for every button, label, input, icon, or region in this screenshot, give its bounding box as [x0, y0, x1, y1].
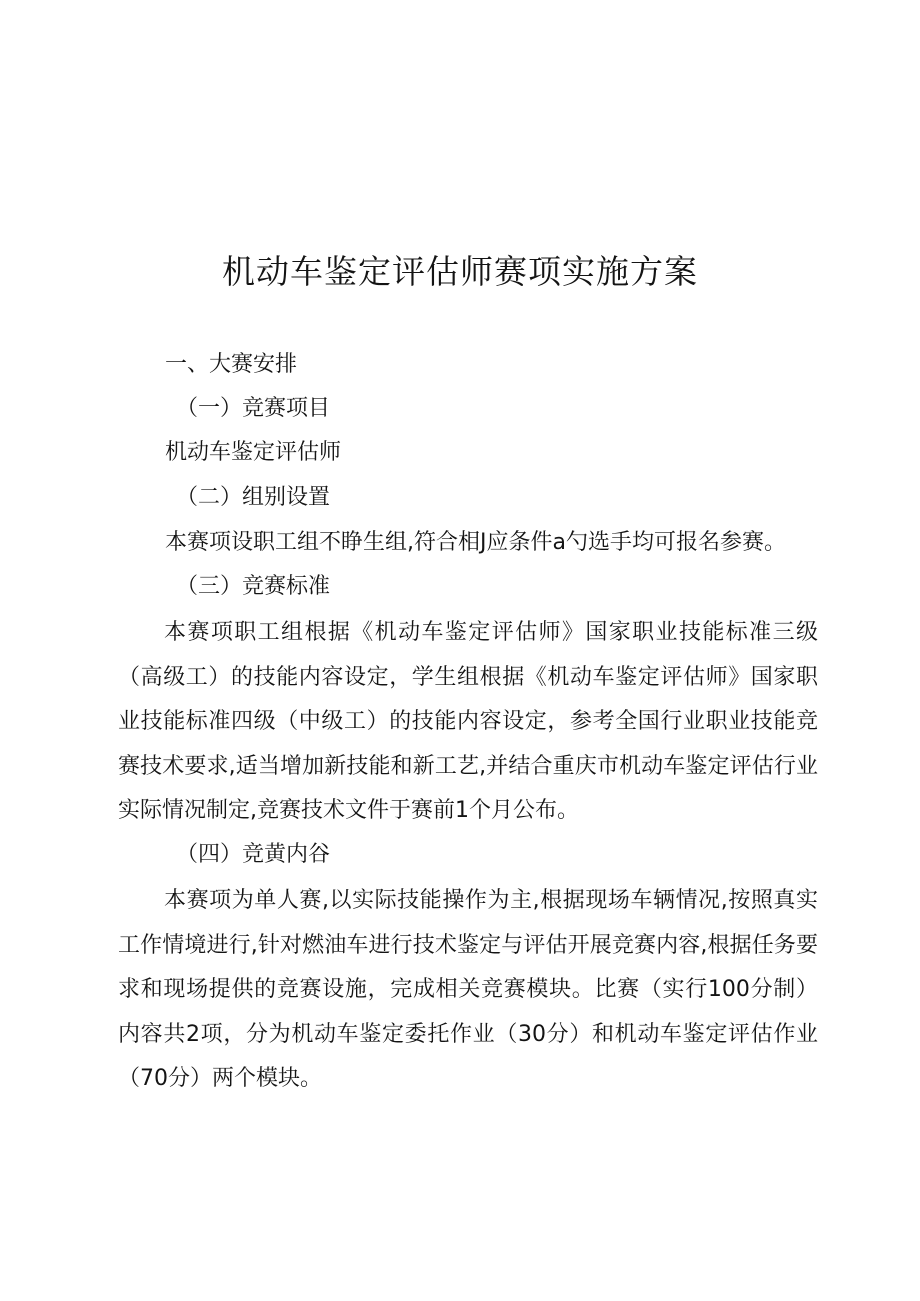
- subsection-heading-event: （一）竞赛项目: [176, 396, 331, 421]
- subsection-heading-content: （四）竞黄内谷: [176, 842, 331, 867]
- standard-paragraph: 本赛项职工组根据《机动车鉴定评估师》国家职业技能标准三级（高级工）的技能内容设定，学生组根据《机动车鉴定评估师》国家职业技能标准四级（中级工）的技能内容设定，参考全国行业职业技能竞赛技术要求,适当增加新技能和新工艺,并结合重庆市机动车鉴定评估行业实际情况制定,竞赛技术文件于赛前1个月公布。: [118, 620, 818, 823]
- event-name-text: 机动车鉴定评估师: [165, 440, 342, 465]
- groups-paragraph: 本赛项设职工组不睁生组,符合相J应条件a勺选手均可报名参赛。: [165, 530, 786, 555]
- content-paragraph: 本赛项为单人赛,以实际技能操作为主,根据现场车辆情况,按照真实工作情境进行,针对燃油车进行技术鉴定与评估开展竞赛内容,根据任务要求和现场提供的竞赛设施，完成相关竞赛模块。比赛（实行100分制）内容共2项，分为机动车鉴定委托作业（30分）和机动车鉴定评估作业（70分）两个模块。: [118, 888, 818, 1091]
- document-title: 机动车鉴定评估师赛项实施方案: [222, 252, 698, 291]
- subsection-heading-groups: （二）组别设置: [176, 485, 331, 510]
- subsection-heading-standard: （三）竞赛标准: [176, 574, 331, 599]
- section-heading-arrangement: 一、大赛安排: [165, 352, 298, 377]
